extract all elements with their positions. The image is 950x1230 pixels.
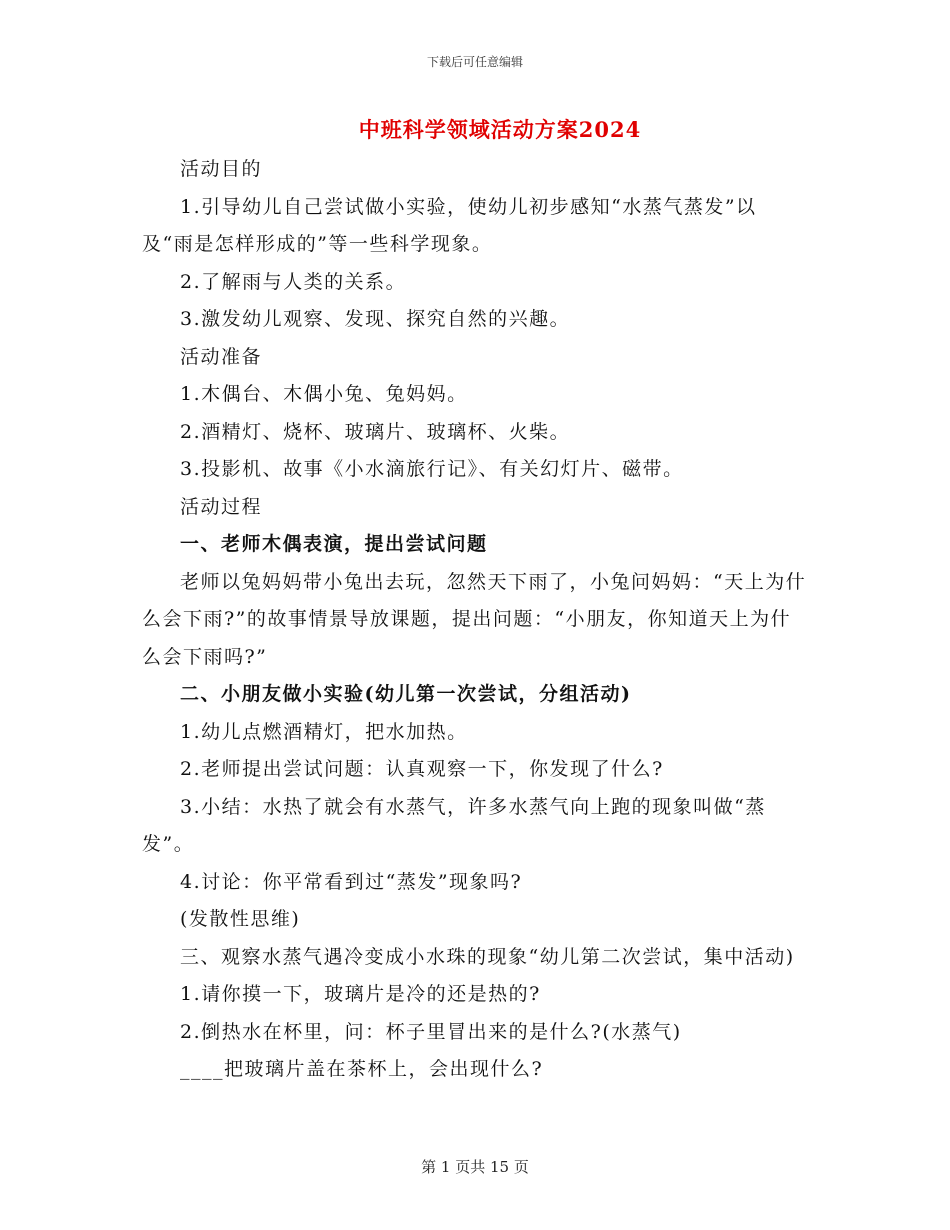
paragraph: 3.小结：水热了就会有水蒸气，许多水蒸气向上跑的现象叫做“蒸发”。 [142, 795, 766, 855]
paragraph: 2.了解雨与人类的关系。 [180, 270, 407, 293]
paragraph: 1.木偶台、木偶小兔、兔妈妈。 [180, 383, 468, 405]
paragraph: ____把玻璃片盖在茶杯上，会出现什么? [180, 1058, 544, 1080]
paragraph: 1.请你摸一下，玻璃片是冷的还是热的? [180, 983, 541, 1005]
paragraph: 2.老师提出尝试问题：认真观察一下，你发现了什么? [180, 758, 664, 780]
paragraph: 1.引导幼儿自己尝试做小实验，使幼儿初步感知“水蒸气蒸发”以及“雨是怎样形成的”等一些科学现象。 [142, 195, 757, 255]
paragraph: 二、小朋友做小实验(幼儿第一次尝试，分组活动) [180, 683, 632, 705]
paragraph: 2.倒热水在杯里，问：杯子里冒出来的是什么?(水蒸气) [180, 1020, 682, 1043]
paragraph: 活动过程 [180, 495, 263, 518]
paragraph: 3.激发幼儿观察、发现、探究自然的兴趣。 [180, 308, 571, 330]
document-title: 中班科学领域活动方案2024 [358, 117, 642, 142]
paragraph: 3.投影机、故事《小水滴旅行记》、有关幻灯片、磁带。 [180, 458, 684, 480]
page-footer: 第 1 页共 15 页 [421, 1158, 529, 1176]
paragraph: 活动目的 [180, 158, 263, 180]
paragraph: 4.讨论：你平常看到过“蒸发”现象吗? [180, 870, 523, 893]
paragraph: 1.幼儿点燃酒精灯，把水加热。 [180, 720, 468, 743]
document-body [142, 151, 807, 1089]
paragraph: 活动准备 [180, 345, 263, 368]
paragraph: 2.酒精灯、烧杯、玻璃片、玻璃杯、火柴。 [180, 420, 571, 443]
paragraph: 老师以兔妈妈带小兔出去玩，忽然天下雨了，小兔问妈妈：“天上为什么会下雨?”的故事情景导放课题，提出问题：“小朋友，你知道天上为什么会下雨吗?” [142, 570, 807, 668]
paragraph: 三、观察水蒸气遇冷变成小水珠的现象“幼儿第二次尝试，集中活动) [180, 945, 795, 968]
header-note: 下载后可任意编辑 [426, 55, 523, 69]
paragraph: (发散性思维) [180, 908, 301, 930]
paragraph: 一、老师木偶表演，提出尝试问题 [180, 533, 488, 555]
